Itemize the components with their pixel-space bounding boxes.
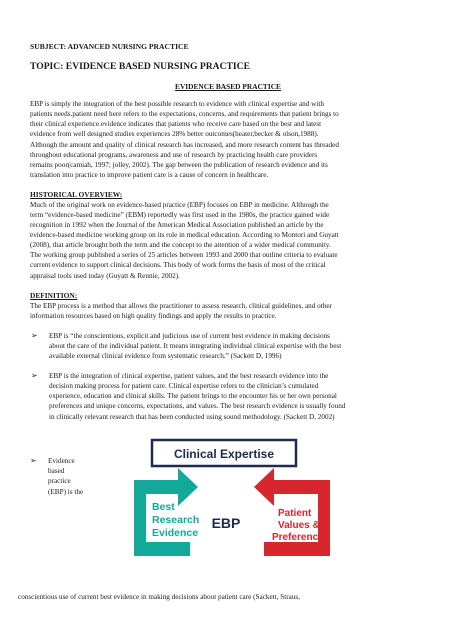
text-line: The working group published a series of 25 articles between 1993 and 2000 that outline criteria to evaluate	[30, 251, 338, 260]
best-label: Best	[152, 500, 175, 513]
topic-title: TOPIC: EVIDENCE BASED NURSING PRACTICE	[30, 61, 250, 73]
text-line: Although the amount and quality of clinical research has increased, and more research content has threaded	[30, 140, 339, 149]
text-line: Evidence	[48, 456, 75, 465]
ebp-center-label: EBP	[211, 514, 241, 531]
text-line: EBP is the integration of clinical expertise, patient values, and the best research evidence into the	[49, 372, 329, 381]
text-line: information resources based on high quality findings and apply the results to practice.	[30, 311, 277, 320]
historical-paragraph	[30, 200, 426, 281]
text-line: practice	[48, 477, 71, 486]
text-line: throughout educational programs, awareness and use of research by practicing health care providers	[30, 150, 318, 159]
text-line: based	[48, 467, 65, 476]
text-line: available external clinical evidence from systematic research.” (Sackett D, 1996)	[49, 352, 282, 361]
arrow-bullet-icon: ➢	[31, 371, 38, 381]
text-line: (EBP) is the	[48, 487, 84, 496]
text-line: remains poor(camiah, 1997; jolley, 2002). The gap between the publication of research evidence and its	[30, 160, 328, 169]
ebp-venn-diagram	[94, 436, 354, 566]
ebp-heading: EVIDENCE BASED PRACTICE	[175, 81, 281, 91]
text-line: EBP is “the conscientious, explicit and judicious use of current best evidence in making decisions	[49, 331, 330, 340]
text-line: current evidence to support clinical decisions. This body of work forms the basis of most of the critical	[30, 261, 326, 270]
bullet-item	[30, 371, 426, 421]
text-line: patients needs.patient need here refers to the expectations, concerns, and requirements that patient brings to	[30, 110, 339, 119]
bullet-item	[30, 331, 426, 361]
text-line: (2008), that article brought both the term and the concept to the attention of a wider medical community.	[30, 241, 331, 250]
text-line: in clinically relevant research that has been conducted using sound methodology. (Sackett D, 2002)	[49, 412, 335, 421]
patient-label: Patient	[278, 507, 312, 519]
continuation-line: conscientious use of current best evidence in making decisions about patient care (Sackett, Straus,	[18, 593, 301, 601]
text-line: evidence-based medicine working group on its role in medical education. According to Montori and Guyatt	[30, 231, 339, 240]
definition-paragraph	[30, 301, 426, 321]
ebp-figure-row	[30, 436, 426, 566]
research-label: Research	[152, 513, 200, 526]
subject-line: SUBJECT: ADVANCED NURSING PRACTICE	[30, 41, 189, 51]
arrow-bullet-icon: ➢	[31, 330, 38, 340]
historical-heading: HISTORICAL OVERVIEW:	[30, 189, 123, 199]
text-line: appraisal tools used today (Guyatt & Rennie, 2002).	[30, 271, 180, 280]
text-line: preferences and unique concerns, expectations, and values. The best research evidence is usually found	[49, 402, 346, 411]
text-line: their clinical experience.evidence indicates that patients who receive care based on the best and latest	[30, 120, 322, 129]
text-line: experience, education and clinical skills. The patient brings to the encounter his or her own personal	[49, 392, 337, 401]
text-line: translation into practice to improve patient care is a cause of concern in healthcare.	[30, 170, 269, 179]
text-line: Much of the original work on evidence-based practice (EBP) focuses on EBP in medicine. Although the	[30, 200, 329, 209]
definition-heading: DEFINITION:	[30, 290, 78, 300]
bullet-item	[30, 456, 83, 498]
arrow-bullet-icon: ➢	[30, 455, 37, 465]
intro-paragraph	[30, 99, 426, 180]
text-line: EBP is simply the integration of the best possible research to evidence with clinical expertise and with	[30, 100, 324, 109]
values-label: Values &	[278, 519, 320, 531]
text-line: recognition in 1992 when the Journal of the American Medical Association published an article by the	[30, 221, 324, 230]
evidence-label: Evidence	[152, 526, 199, 539]
text-line: term “evidence-based medicine” (EBM) reportedly was first used in the 1980s, the practice gained wide	[30, 211, 330, 220]
clinical-expertise-label: Clinical Expertise	[173, 446, 275, 461]
text-line: about the care of the individual patient. It means integrating individual clinical expertise with the best	[49, 341, 342, 350]
text-line: evidence from well designed studies experiences 28% better outcomes(heater,becker & olson,1988).	[30, 130, 319, 139]
preferences-label: Preferences	[272, 531, 330, 543]
text-line: The EBP process is a method that allows the practitioner to assess research, clinical guidelines, and other	[30, 301, 332, 310]
page-content	[30, 34, 426, 566]
text-line: decision making process for patient care. Clinical expertise refers to the clinician’s cumulated	[49, 382, 319, 391]
